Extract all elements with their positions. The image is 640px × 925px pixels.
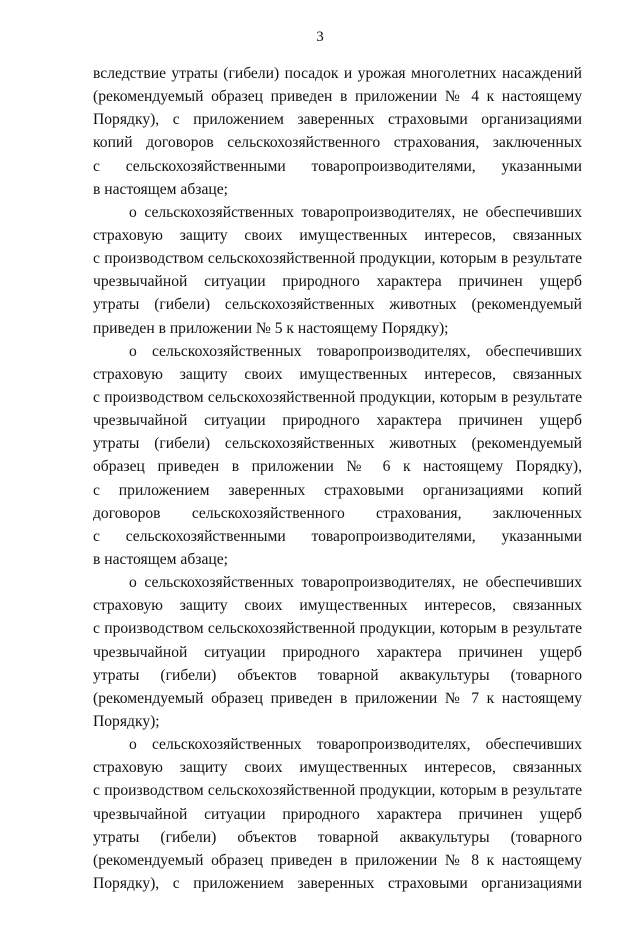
text-line: с производством сельскохозяйственной продукции, которым в результате [93, 250, 582, 268]
text-line: с сельскохозяйственными товаропроизводителями, указанными [93, 527, 582, 545]
text-line: образец приведен в приложении № 6 к настоящему Порядку), [93, 458, 582, 476]
text-line: чрезвычайной ситуации природного характера причинен ущерб [93, 643, 582, 661]
text-line: с производством сельскохозяйственной продукции, которым в результате [93, 620, 582, 638]
text-line: в настоящем абзаце; [93, 550, 228, 568]
text-line: с приложением заверенных страховыми организациями копий [93, 481, 582, 499]
text-line: вследствие утраты (гибели) посадок и урожая многолетних насаждений [93, 65, 582, 82]
text-line: приведен в приложении № 5 к настоящему Порядку); [93, 319, 449, 337]
text-line: утраты (гибели) объектов товарной аквакультуры (товарного [93, 828, 582, 846]
text-line: Порядку), с приложением заверенных страховыми организациями [93, 111, 582, 129]
text-line: чрезвычайной ситуации природного характера причинен ущерб [93, 273, 582, 291]
text-line: копий договоров сельскохозяйственного страхования, заключенных [93, 134, 582, 152]
text-line: с производством сельскохозяйственной продукции, которым в результате [93, 782, 582, 800]
text-line: о сельскохозяйственных товаропроизводителях, обеспечивших [129, 342, 582, 360]
text-line: утраты (гибели) сельскохозяйственных животных (рекомендуемый [93, 435, 582, 453]
text-line: (рекомендуемый образец приведен в приложении № 8 к настоящему [93, 851, 582, 869]
text-line: о сельскохозяйственных товаропроизводителях, не обеспечивших [129, 574, 582, 592]
text-line: о сельскохозяйственных товаропроизводителях, не обеспечивших [129, 203, 582, 221]
text-line: Порядку), с приложением заверенных страховыми организациями [93, 874, 582, 892]
text-line: страховую защиту своих имущественных интересов, связанных [93, 759, 582, 777]
text-line: страховую защиту своих имущественных интересов, связанных [93, 365, 582, 383]
text-line: (рекомендуемый образец приведен в приложении № 7 к настоящему [93, 689, 582, 707]
text-line: Порядку); [93, 712, 160, 730]
text-line: (рекомендуемый образец приведен в приложении № 4 к настоящему [93, 88, 582, 106]
text-line: с сельскохозяйственными товаропроизводителями, указанными [93, 157, 582, 175]
text-line: о сельскохозяйственных товаропроизводителях, обеспечивших [129, 736, 582, 754]
page-number: 3 [316, 29, 324, 45]
text-line: чрезвычайной ситуации природного характера причинен ущерб [93, 805, 582, 823]
text-line: утраты (гибели) объектов товарной аквакультуры (товарного [93, 666, 582, 684]
text-line: с производством сельскохозяйственной продукции, которым в результате [93, 388, 582, 406]
document-body-text [93, 62, 582, 895]
text-line: страховую защиту своих имущественных интересов, связанных [93, 597, 582, 615]
text-line: страховую защиту своих имущественных интересов, связанных [93, 226, 582, 244]
text-line: утраты (гибели) сельскохозяйственных животных (рекомендуемый [93, 296, 582, 314]
text-line: чрезвычайной ситуации природного характера причинен ущерб [93, 412, 582, 430]
text-line: договоров сельскохозяйственного страхования, заключенных [93, 504, 582, 522]
text-line: в настоящем абзаце; [93, 180, 228, 198]
